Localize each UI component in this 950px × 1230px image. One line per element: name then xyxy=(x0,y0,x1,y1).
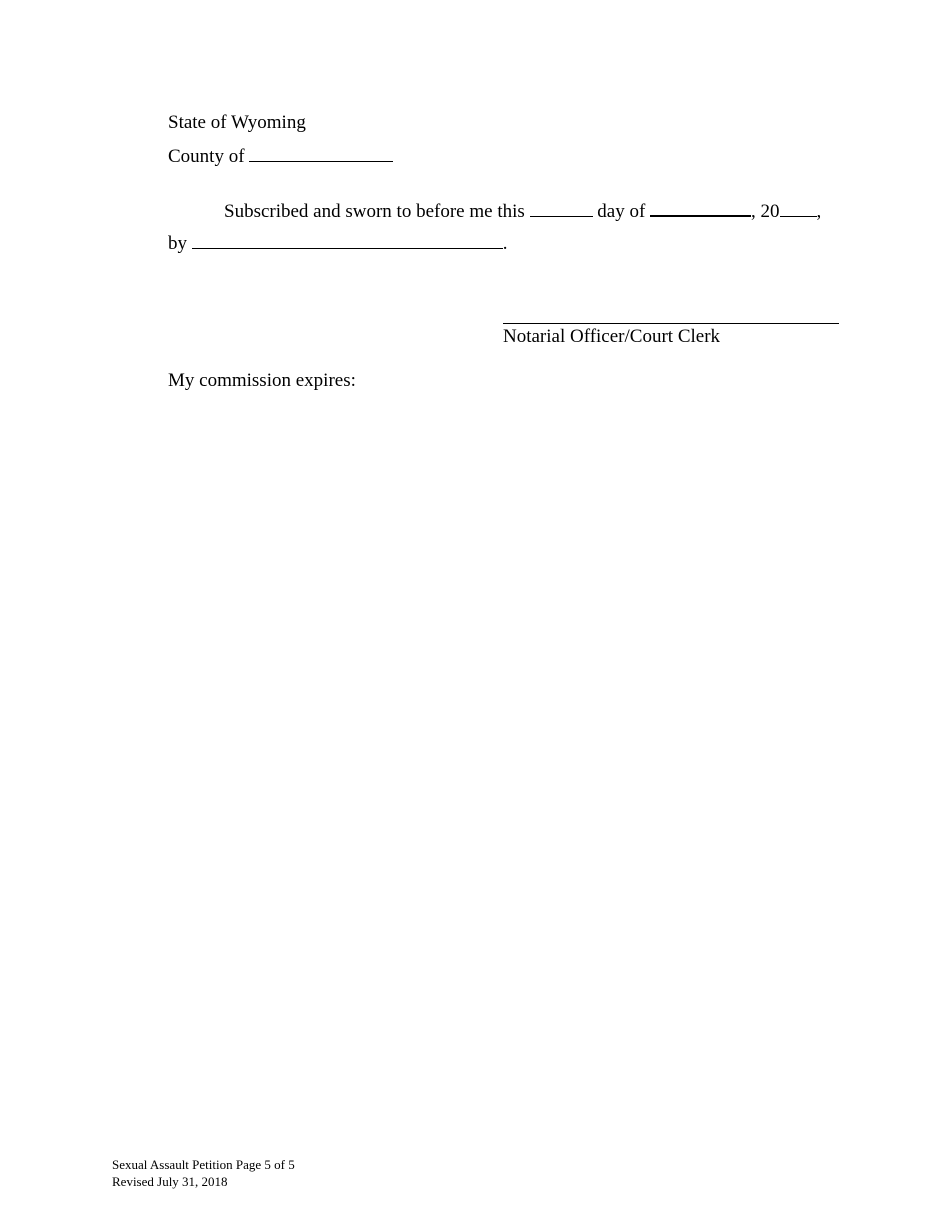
month-blank[interactable] xyxy=(650,198,751,217)
day-of-text: day of xyxy=(597,201,646,222)
county-line xyxy=(168,144,393,168)
by-period: . xyxy=(502,233,508,254)
state-line xyxy=(168,112,306,134)
by-label: by xyxy=(168,233,187,254)
commission-line xyxy=(168,370,356,392)
county-label: County of xyxy=(168,146,245,167)
footer-revision: Revised July 31, 2018 xyxy=(112,1174,228,1189)
by-name-blank[interactable] xyxy=(192,231,503,249)
by-line xyxy=(168,231,508,255)
signature-line[interactable] xyxy=(503,323,839,324)
year-comma: , xyxy=(816,201,822,222)
signature-label: Notarial Officer/Court Clerk xyxy=(503,326,721,347)
signature-label-line xyxy=(503,326,720,348)
county-blank[interactable] xyxy=(249,144,393,162)
year-blank[interactable] xyxy=(780,199,817,217)
sworn-text: Subscribed and sworn to before me this xyxy=(224,201,525,222)
day-blank[interactable] xyxy=(530,199,593,217)
commission-label: My commission expires: xyxy=(168,370,356,391)
footer-title: Sexual Assault Petition Page 5 of 5 xyxy=(112,1157,295,1172)
sworn-line xyxy=(224,198,821,223)
year-prefix-text: , 20 xyxy=(751,201,780,222)
state-text: State of Wyoming xyxy=(168,112,306,133)
